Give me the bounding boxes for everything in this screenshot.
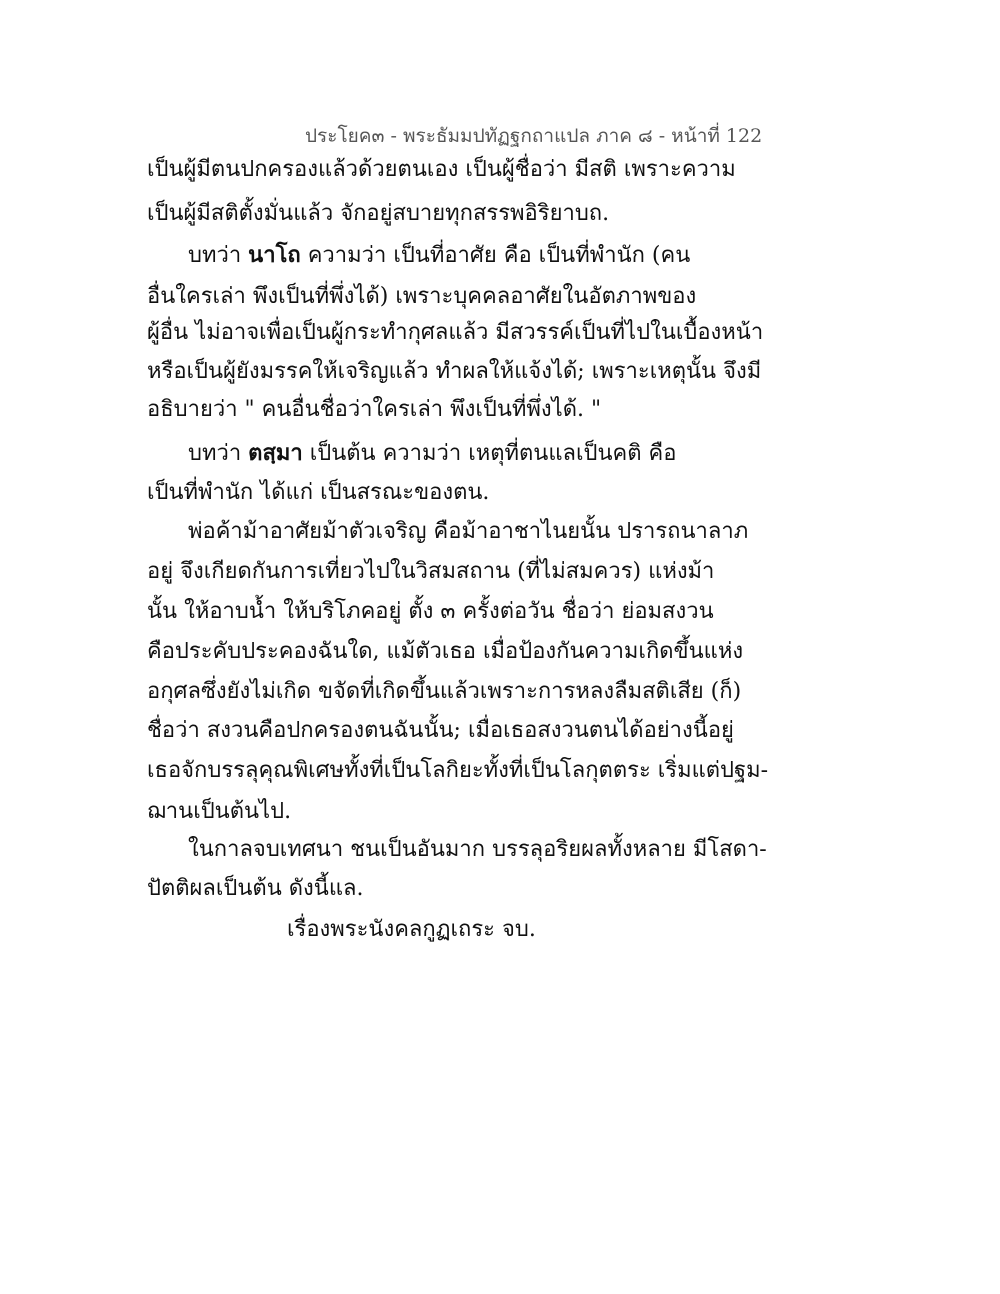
text-line: นั้น ให้อาบน้ำ ให้บริโภคอยู่ ตั้ง ๓ ครั้งต่อวัน ชื่อว่า ย่อมสงวน [147,599,714,624]
text-line: อยู่ จึงเกียดกันการเที่ยวไปในวิสมสถาน (ที่ไม่สมควร) แห่งม้า [147,559,715,584]
bold-term: นาโถ [248,242,301,268]
text-line: เธอจักบรรลุคุณพิเศษทั้งที่เป็นโลกิยะทั้งที่เป็นโลกุตตระ เริ่มแต่ปฐม- [147,758,769,783]
text-line: อธิบายว่า " คนอื่นชื่อว่าใครเล่า พึงเป็นที่พึ่งได้. " [147,397,602,422]
text-line [188,438,676,469]
text-line: อกุศลซึ่งยังไม่เกิด ขจัดที่เกิดขึ้นแล้วเพราะการหลงลืมสติเสีย (ก็) [147,679,742,704]
text-line: เป็นผู้มีตนปกครองแล้วด้วยตนเอง เป็นผู้ชื่อว่า มีสติ เพราะความ [147,157,736,182]
text-line: หรือเป็นผู้ยังมรรคให้เจริญแล้ว ทำผลให้แจ้งได้; เพราะเหตุนั้น จึงมี [147,359,762,384]
text-segment: เป็นต้น ความว่า เหตุที่ตนแลเป็นคติ คือ [302,441,677,466]
page-header: ประโยค๓ - พระธัมมปทัฏฐกถาแปล ภาค ๘ - หน้าที่ 122 [305,125,763,147]
text-line: อื่นใครเล่า พึงเป็นที่พึ่งได้) เพราะบุคคลอาศัยในอัตภาพของ [147,284,697,309]
text-line: ปัตติผลเป็นต้น ดังนี้แล. [147,876,364,901]
bold-term: ตสฺมา [248,440,303,466]
text-line: ชื่อว่า สงวนคือปกครองตนฉันนั้น; เมื่อเธอสงวนตนได้อย่างนี้อยู่ [147,718,734,743]
text-line: พ่อค้าม้าอาศัยม้าตัวเจริญ คือม้าอาชาไนยนั้น ปรารถนาลาภ [188,519,749,544]
text-line: ผู้อื่น ไม่อาจเพื่อเป็นผู้กระทำกุศลแล้ว มีสวรรค์เป็นที่ไปในเบื้องหน้า [147,320,764,345]
text-line: เป็นที่พำนัก ได้แก่ เป็นสรณะของตน. [147,480,490,505]
text-line: ในกาลจบเทศนา ชนเป็นอันมาก บรรลุอริยผลทั้งหลาย มีโสดา- [188,837,767,862]
text-line: คือประคับประคองฉันใด, แม้ตัวเธอ เมื่อป้องกันความเกิดขึ้นแห่ง [147,639,744,664]
text-segment: บทว่า [188,243,249,268]
text-segment: บทว่า [188,441,249,466]
text-line [188,240,690,271]
text-line: เป็นผู้มีสติตั้งมั่นแล้ว จักอยู่สบายทุกสรรพอิริยาบถ. [147,201,610,226]
text-line: ฌานเป็นต้นไป. [147,799,292,824]
closing-line: เรื่องพระนังคลกูฏเถระ จบ. [287,917,536,942]
text-segment: ความว่า เป็นที่อาศัย คือ เป็นที่พำนัก (คน [300,243,691,268]
